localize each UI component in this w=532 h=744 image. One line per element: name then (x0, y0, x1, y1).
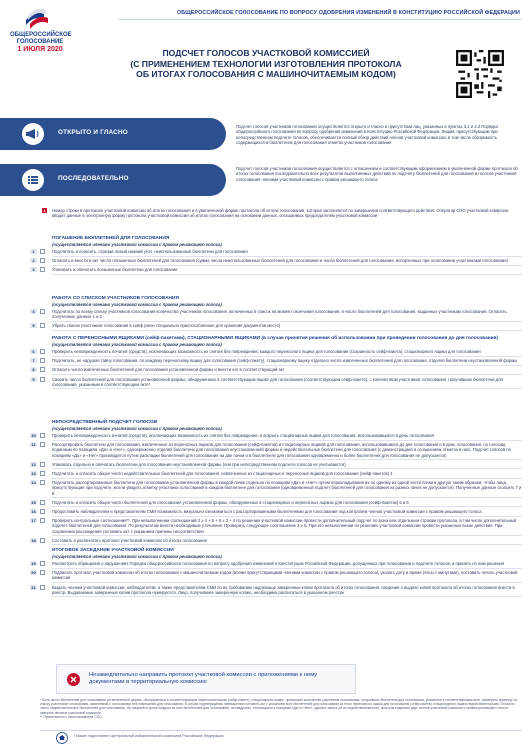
step-checkbox[interactable] (40, 471, 45, 476)
top-title: ОБЩЕРОССИЙСКОЕ ГОЛОСОВАНИЕ ПО ВОПРОСУ ОДОБРЕНИЯ ИЗМЕНЕНИЙ В КОНСТИТУЦИЮ РОССИЙСКОЙ ФЕДЕРАЦИИ (176, 10, 520, 16)
note-text: Номер строки в протоколе участковой комиссии об итогах голосования и в увеличенной форме протокола об итогах голосования, которая заполняется по завершении соответствующего действия. Оператор СПО участковой комиссии вводит данные в электронную форму протокола участковой комиссии об итогах голосования на основании данных, оглашаемых председателем участковой комиссии (52, 208, 508, 219)
step-text: Подписать протокол участковой комиссии об итогах голосования с машиночитаемым кодом (всеми присутствующими членами комиссии с правом решающего голоса), указать дату и время (часы с минутами), поставить печать участковой комиссии (52, 570, 518, 581)
step-text: Составить и распечатать протокол участковой комиссии об итогах голосования (52, 537, 207, 543)
step-text: Проверить неповрежденность печатей (средств), исключающих возможность их снятия без повреждения, и вскрыть стационарные ящики для голосования, использовавшиеся в день голосования (52, 433, 434, 438)
logo-line2: ГОЛОСОВАНИЕ (16, 39, 64, 45)
step-text: Подсчитать, не нарушая тайну голосования, по каждому переносному ящику для голосования (сейф-пакету), стационарному ящику отдельно число извлеченных бюллетеней для голосования, отделяя бюллетени неустановленной формы (52, 358, 518, 364)
step-text: Сверить число бюллетеней для голосования установленной формы, обнаруженных в соответствующем ящике для голосования (соответствующем сейф-пакете), с количеством участников голосования, получивших бюллетени для голосования, указанным в соответствующем акте* (52, 376, 503, 387)
section (32, 296, 522, 331)
step-text: Подсчитать и погасить, отрезав левый нижний угол, неиспользованные бюллетени для голосования (52, 249, 248, 254)
close-icon (67, 673, 80, 686)
final-instruction (56, 664, 356, 694)
step-number: 11 (31, 442, 36, 448)
step-checkbox[interactable] (40, 538, 45, 543)
checklist-row (31, 480, 522, 498)
checklist-row (32, 267, 522, 275)
step-text: Убрать список участников голосования в сейф (иное специально приспособленное для хранения документов место) (52, 323, 281, 329)
step-checkbox[interactable] (40, 462, 45, 467)
step-text: Упаковать отдельно и опечатать бюллетени для голосования неустановленной формы (они при непосредственном подсчете голосов не учитываются) (52, 461, 346, 467)
step-checkbox[interactable] (40, 377, 45, 382)
section-subtitle: (осуществляется членами участковой комиссии с правом решающего голоса) (52, 426, 222, 431)
step-text: Подсчитать рассортированные бюллетени для голосования установленной формы в каждой пачке отдельно по позициям «Да» и «Нет» путем перекладывания их по одному из одной части пачки в другую таким образом, чтобы лица, присутствующие при подсчете, могли увидеть отметку участника голосования в каждом бюллетене для голосования (одновременный подсчет бюллетеней для голосования из разных пачек не допускается). Полученные данные огласить 7 и 8 (52, 480, 522, 496)
step-number: 4 (30, 309, 37, 314)
step-checkbox[interactable] (40, 249, 45, 254)
step-text: Подсчитать и огласить общее число бюллетеней для голосования установленной формы, обнаруженных в стационарных и переносных ящиках для голосования (сейф-пакетах) 5 и 6 (52, 499, 409, 505)
footer-rule (40, 730, 522, 731)
header-rule (118, 19, 522, 20)
step-text: Проверить контрольные соотношения**. При невыполнении соотношений 3 ≥ 4 + 5 + 6 ≥ 3 + 4 по решению участковой комиссии провести дополнительный подсчет по всем или отдельным строкам протокола, в том числе дополнительный подсчет бюллетеней для голосования. По результатам внести необходимые уточнения. Проверить следующее соотношение 3 ≥ 5. При его невыполнении по решению участковой комиссии провести указанные выше действия. При сохранении расхождения составить акт с указанием причины несоответствия (52, 518, 517, 534)
principle-sequential-label: ПОСЛЕДОВАТЕЛЬНО (58, 175, 129, 182)
principle-open-label: ОТКРЫТО И ГЛАСНО (58, 129, 128, 136)
principle-sequential-text: Подсчет голосов участников голосования осуществляется с оглашением и соответствующим оформлением в увеличенной форме протокола об итогах голосования последовательно всех результатов выполняемых действий по подсчету бюллетеней для голосования и голосов участников голосования членами участковой комиссии с правом решающего голоса (236, 166, 518, 182)
step-number: 21 (31, 584, 36, 590)
checklist-row (32, 349, 522, 357)
step-checkbox[interactable] (40, 367, 45, 372)
step-checkbox[interactable] (40, 358, 45, 363)
step-checkbox[interactable] (40, 267, 45, 272)
section-subtitle: (осуществляется членами участковой комиссии с правом решающего голоса) (52, 554, 222, 559)
step-checkbox[interactable] (40, 570, 45, 575)
checklist-row (31, 433, 522, 441)
step-number: 5 (30, 323, 37, 328)
step-number: 10 (31, 433, 36, 438)
page-title: ПОДСЧЕТ ГОЛОСОВ УЧАСТКОВОЙ КОМИССИЕЙ (С ПРИМЕНЕНИЕМ ТЕХНОЛОГИИ ИЗГОТОВЛЕНИЯ ПРОТОКОЛА ОБ ИТОГАХ ГОЛОСОВАНИЯ С МАШИНОЧИТАЕМЫМ КОДОМ) (130, 48, 402, 80)
step-number: 14 (31, 480, 36, 486)
checklist-row (31, 537, 522, 546)
final-instruction-text: Незамедлительно направить протокол участковой комиссии с приложениями к нему документами в территориальную комиссию (89, 672, 318, 685)
section-title: РАБОТА С ПЕРЕНОСНЫМИ ЯЩИКАМИ (сейф-пакетами), СТАЦИОНАРНЫМИ ЯЩИКАМИ (в случае принятия решения об использовании при проведении голосования до дня голосования) (52, 336, 498, 341)
step-text: Огласить и внести в акт число погашенных бюллетеней для голосования (сумма числа неиспользованных бюллетеней для голосования и числа бюллетеней для голосования, испорченных при голосовании участниками голосования) (52, 258, 508, 264)
principle-open-text: Подсчет голосов участников голосования осуществляется открыто и гласно в присутствии лиц, указанных в пунктах 3.1 и 3.3 Порядка общероссийского голосования по вопросу одобрения изменений в Конституцию Российской Федерации. Лицам, присутствующим при непосредственном подсчете голосов, обеспечивается полный обзор действий членов участковой комиссии, в том числе обозримость содержащихся в бюллетенях для голосования отметок участников голосования (236, 124, 498, 146)
footnotes (40, 698, 522, 719)
step-text: Подсчитать и огласить общее число недействительных бюллетеней для голосования, извлеченных из стационарных и переносных ящиков для голосования (сейф-пакетов) 4 (52, 470, 393, 476)
logo-date: 1 ИЮЛЯ 2020 (17, 46, 63, 53)
step-checkbox[interactable] (40, 349, 45, 354)
step-number: 17 (31, 518, 36, 524)
step-checkbox[interactable] (40, 480, 45, 485)
footnote-2: ** Применяются с использованием СПО. (40, 714, 103, 719)
checklist-row (31, 570, 522, 583)
logo (10, 6, 70, 76)
step-checkbox[interactable] (40, 309, 45, 314)
step-number: 8 (30, 367, 37, 372)
checklist-row (32, 367, 522, 375)
section-subtitle: (осуществляется членами участковой комиссии с правом решающего голоса) (52, 242, 222, 247)
step-checkbox[interactable] (40, 323, 45, 328)
step-text: Выдать членам участковой комиссии, наблюдателям, а также представителям СМИ по их требованию надлежаще заверенные копии протокола об итогах голосования, сведения о выдаче копий протокола об итогах голосования внести в реестр. Выдаваемые заверенные копии протокола нумеруются. Лицо, получившее заверенную копию, необходимо расписаться в указанном реестре (52, 584, 515, 595)
step-text: Проверить неповрежденность печатей (средств), исключающих возможность их снятия без повреждения, каждого переносного ящика для голосования (сохранность сейф-пакета), стационарного ящика для голосования (52, 349, 481, 354)
step-checkbox[interactable] (40, 585, 45, 590)
megaphone-icon (22, 123, 44, 145)
step-text: Огласить число извлеченных бюллетеней для голосования установленной формы и внести его в соответствующий акт (52, 367, 285, 373)
step-checkbox[interactable] (40, 433, 45, 438)
section-title: НЕПОСРЕДСТВЕННЫЙ ПОДСЧЕТ ГОЛОСОВ (52, 420, 158, 425)
step-checkbox[interactable] (40, 258, 45, 263)
section (32, 336, 522, 389)
note-badge: 1 (43, 208, 46, 213)
checklist-row (31, 461, 522, 470)
header (0, 0, 532, 100)
step-number: 13 (31, 470, 36, 476)
checklist-row (31, 584, 522, 598)
section-title: РАБОТА СО СПИСКОМ УЧАСТНИКОВ ГОЛОСОВАНИЯ (52, 296, 179, 301)
checklist-row (32, 376, 522, 390)
step-number: 16 (31, 508, 36, 514)
checklist-row (31, 508, 522, 517)
publisher: Плакат подготовлен Центральной избирательной комиссией Российской Федерации (74, 734, 224, 738)
checklist-row (32, 309, 522, 322)
step-number: 19 (31, 561, 36, 566)
step-number: 20 (31, 570, 36, 576)
step-checkbox[interactable] (40, 500, 45, 505)
flag-logo-icon (24, 6, 54, 32)
step-number: 6 (30, 349, 37, 354)
section-subtitle: (осуществляется членами участковой комиссии с правом решающего голоса) (52, 302, 222, 307)
checklist-row (31, 561, 522, 569)
checklist-row (32, 323, 522, 331)
checklist-row (32, 258, 522, 266)
emblem-icon (56, 732, 68, 744)
principle-sequential (0, 164, 226, 196)
step-number: 1 (30, 249, 37, 254)
section-subtitle: (осуществляется членами участковой комиссии с правом решающего голоса) (52, 342, 222, 347)
step-number: 15 (31, 499, 36, 505)
step-number: 12 (31, 461, 36, 467)
footnote-1: * Если число бюллетеней для голосования установленной формы, обнаруженных в соответствующем переносном ящике (сейф-пакете), стационарном ящике, превышает количество участников голосования, получивших бюллетени для голосования, указанное в соответствующем акте, проверить проверку по списку участников голосования, заявлениям о голосовании вне помещения для голосования. В случае подтверждения превышения составить акт с указанием всех бюллетеней для голосования из этого переносного ящика для голосования (сейф-пакета), стационарного ящика недействительными. Огласить число недействительных бюллетеней для голосования. На лицевой стороне каждого из этих бюллетеней для голосования, на квадратах, относящихся к позициям «Да» и «Нет», сделать запись об их недействительности, простым подписью двух членов участковой комиссии с правом решающего голоса, заверить печатью участковой комиссии. (40, 698, 518, 715)
logo-line1: ОБЩЕРОССИЙСКОЕ (10, 32, 72, 38)
section (31, 420, 522, 545)
step-text: Рассортировать бюллетени для голосования, извлеченные из переносных ящиков для голосования (сейф-пакетов) и стационарных ящиков для голосования, использовавшихся до дня голосования и в день голосования, по голосам, поданным по позициям «Да» и «Нет», одновременно отделяя бюллетени для голосования неустановленной формы и недействительные бюллетени для голосования (с демонстрацией и оглашением отметок в них). Подсчет голосов по позициям «Да» и «Нет» производится путем раскладки бюллетеней для голосования на две пачки и в бюллетенях для голосования одновременно и более бюллетеней для голосования не допускается) (52, 442, 511, 458)
checklist-row (31, 518, 522, 536)
checklist-row (31, 499, 522, 508)
checklist-row (31, 470, 522, 479)
principle-open (0, 118, 226, 150)
step-text: Рассмотреть обращения о нарушениях Порядка общероссийского голосования по вопросу одобрения изменений в Конституцию Российской Федерации, допущенных при голосовании и подсчете голосов, и принять по ним решения (52, 561, 505, 566)
step-checkbox[interactable] (40, 561, 45, 566)
step-checkbox[interactable] (40, 518, 45, 523)
qr-code-icon[interactable] (456, 50, 504, 98)
checklist-row (32, 358, 522, 366)
step-checkbox[interactable] (40, 509, 45, 514)
step-number: 7 (30, 358, 37, 363)
checklist-row (32, 249, 522, 257)
step-text: Подсчитать по всему списку участников голосования количество участников голосования, включенных в список на момент окончания голосования, и число бюллетеней для голосования, выданных участникам голосования. Огласить полученные данные 1 и 2 (52, 309, 507, 320)
section (32, 236, 522, 275)
checklist-row (31, 442, 522, 460)
step-checkbox[interactable] (40, 442, 45, 447)
step-number: 2 (30, 258, 37, 263)
step-text: Предоставить наблюдателям и представителям СМИ возможность визуально ознакомиться с рассортированными бюллетенями для голосования под контролем членов участковой комиссии с правом решающего голоса (52, 508, 482, 514)
section-title: ИТОГОВОЕ ЗАСЕДАНИЕ УЧАСТКОВОЙ КОМИССИИ (52, 548, 174, 553)
step-number: 18 (31, 537, 36, 543)
section-title: ПОГАШЕНИЕ БЮЛЛЕТЕНЕЙ ДЛЯ ГОЛОСОВАНИЯ (52, 236, 170, 241)
section (31, 548, 522, 597)
row-number-note (43, 208, 522, 219)
step-text: Упаковать и опечатать погашенные бюллетени для голосования (52, 267, 178, 273)
step-number: 3 (30, 267, 37, 272)
step-number: 9 (30, 377, 37, 382)
list-icon (22, 169, 44, 191)
